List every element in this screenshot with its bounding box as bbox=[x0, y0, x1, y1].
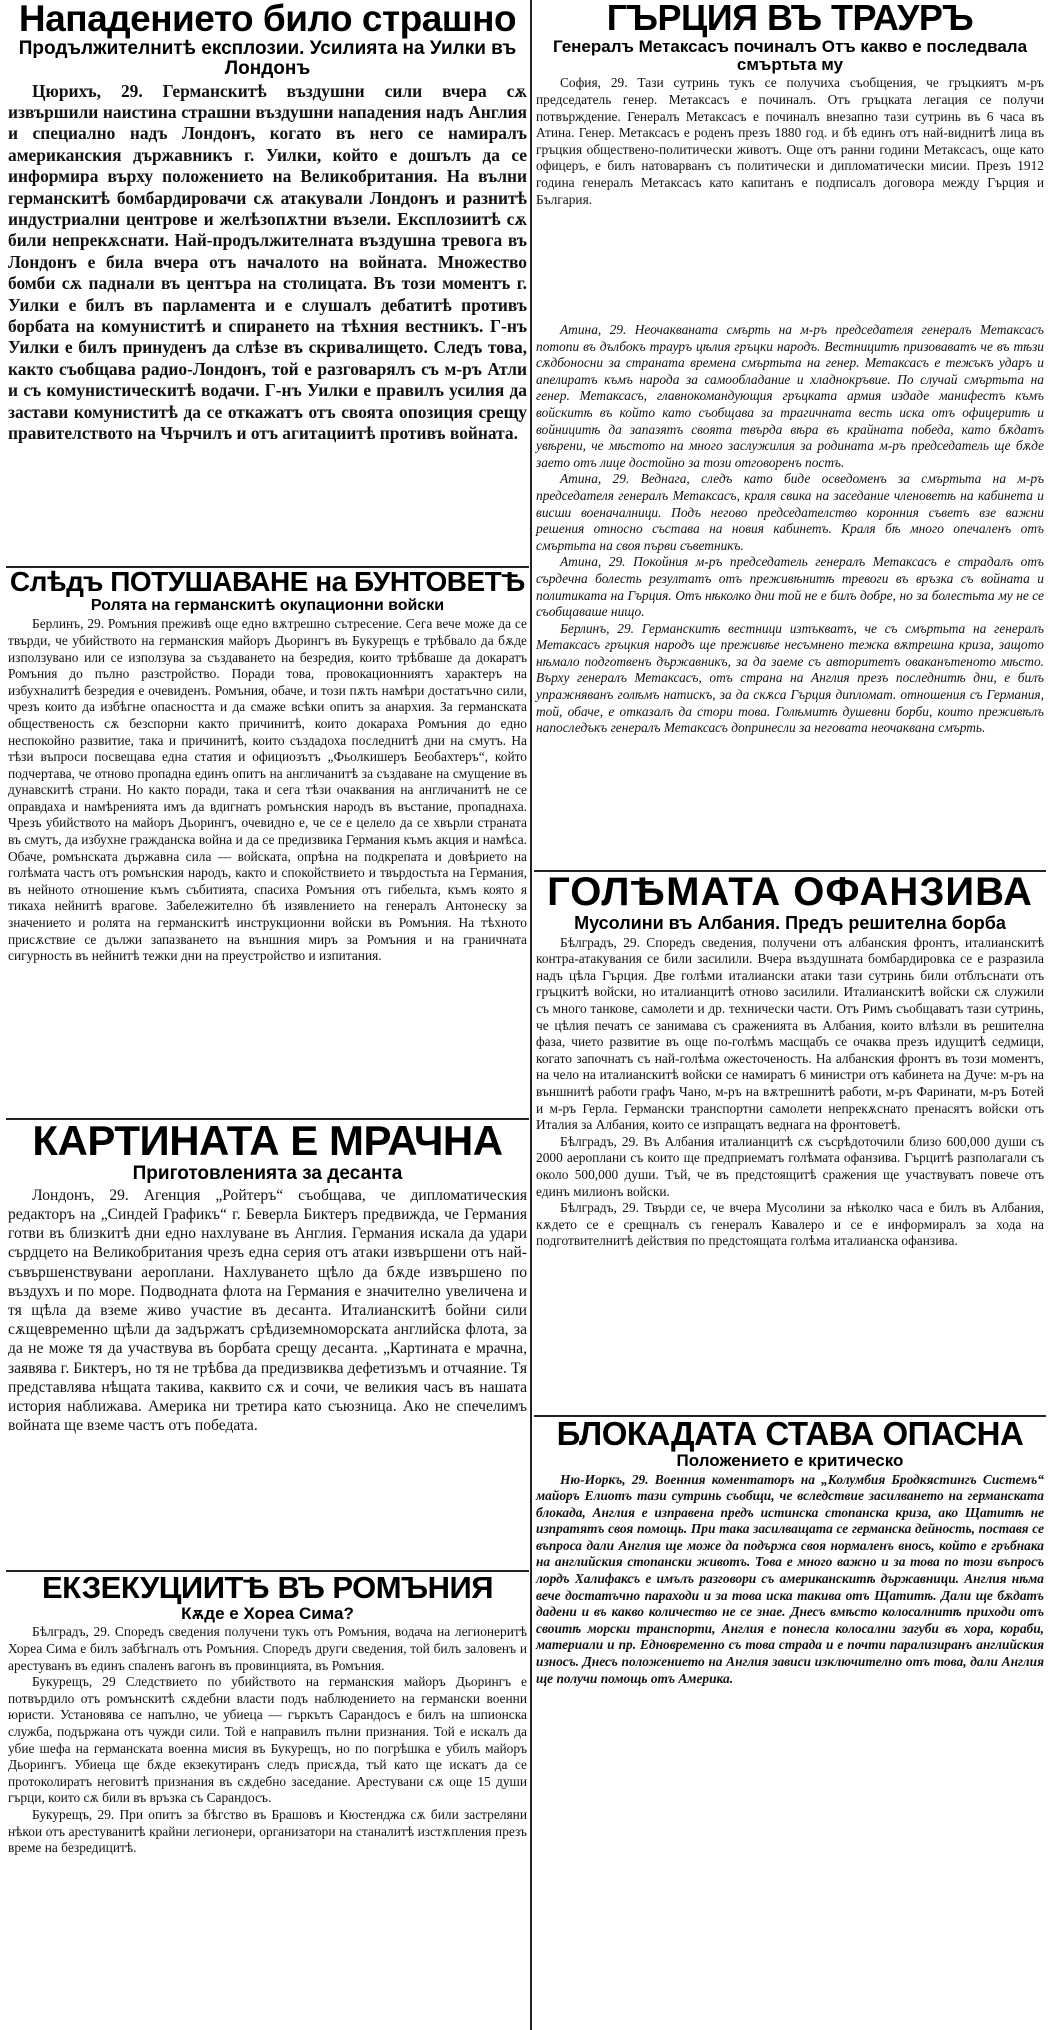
paragraph: София, 29. Тази сутринь тукъ се получиха съобщения, че гръцкиятъ м-ръ председатель генер. Метаксасъ е починалъ. Отъ гръцката легация се получи потвърждение. Генералъ Метаксасъ е починалъ внезапно тази сутринь въ 6 часа въ Атина. Генер. Метаксасъ е роденъ презъ 1880 год. и бѣ единъ отъ най-виднитѣ лица въ гръцкия обществено-политически животъ. Още отъ ранни години Метаксасъ, още като офицеръ, е билъ натоварванъ съ политически и дипломатически мисии. Презъ 1912 година генералъ Метаксасъ като капитанъ е подписалъ договора между Гърция и България. bbox=[536, 75, 1044, 207]
subhead-greece-mourning: Генералъ Метаксасъ починалъ Отъ какво е последвала смъртьта му bbox=[552, 36, 1028, 74]
paragraph: Берлинъ, 29. Германскитѣ вестници изтъкватъ, че съ смъртьта на генералъ Метаксасъ гръцкия народъ ще преживѣе несъмнено тежка вѫтрешна криза, защото нѣмало подготвенъ държавникъ, за да заеме съ авторитетъ оваканътеното мѣсто. Върху генералъ Метаксасъ, отъ страна на Англия презъ последнитѣ дни, е билъ упражняванъ голѣмъ натискъ, за да скѫса Гърция дипломат. отношения съ Германия, той, обаче, е отказалъ да стори това. Голѣмитѣ душевни борби, които преживѣлъ напоследъкъ генералъ Метаксасъ допринесли за неговата неочаквана смърть. bbox=[536, 620, 1044, 736]
article-attack bbox=[6, 0, 529, 568]
article-executions bbox=[6, 1572, 529, 2024]
left-column bbox=[6, 0, 529, 2024]
subhead-attack: Продължителнитѣ експлозии. Усилията на Уилки въ Лондонъ bbox=[18, 37, 517, 79]
headline-blockade: БЛОКАДАТА СТАВА ОПАСНА bbox=[556, 1417, 1024, 1452]
column-rule bbox=[530, 0, 532, 2030]
paragraph: Берлинъ, 29. Ромъния преживѣ още едно вѫтрешно сътресение. Сега вече може да се твърди, че убийството на германския майоръ Дьорингъ въ Букурещъ е трѣбвало да бѫде използувано или се използува за създаването на безредия, които трѣбваше да докаратъ Ромъния до пълно разстройство. Поради това, провокационниятъ характеръ на избухналитѣ безредия е очевиденъ. Ромъния, обаче, и този пѫть намѣри достатъчно сили, чрезъ които да избѣгне опасността и да смаже всѣки опитъ за анархия. За германската общественость сѫ безспорни както причинитѣ, които докараха Ромъния до едно неспокойно развитие, така и причинитѣ, които създадоха последнитѣ дни на смутъ. На тѣзи въпроси посвещава една статия и официозътъ „Фьолкишеръ Беобахтеръ“, който подчертава, че отново пропадна единъ опитъ на англичанитѣ за създаване на смущение въ дунавскитѣ страни. Но както поради, така и сега тѣзи очаквания на англичанитѣ не се оправдаха и намѣренията имъ да вдигнатъ ромънския народъ въ въстание, пропаднаха. Чрезъ убийството на майоръ Дьорингъ, очевидно е, че се е целело да се хвърли страната въ смутъ, да избухне гражданска война и да се предизвика Германия къмъ акция и намѣса. Обаче, ромънската държавна сила — войската, опрѣна на подкрепата и довѣрието на голѣмата частъ отъ ромънския народъ, както и спокойствието и твърдостьта на Германия, въ нейното отношение къмъ събитията, спасиха Ромъния отъ гибельта, къмъ която я тикаха нейнитѣ врагове. Забележително бѣ изявлението на генералъ Антонеску за значението и ролята на германскитѣ инструкционни войски въ Ромъния. На тѣхното присѫствие се дължи запазването на външния миръ за Ромъния и на граничната сигурность въ нейнитѣ тежки дни на преустройство и изпитания. bbox=[8, 616, 527, 964]
paragraph: Бѣлградъ, 29. Споредъ сведения, получени отъ албанския фронтъ, италианскитѣ контра-атакувания се били засилили. Вчера въздушната бомбардировка се е разразила надъ цѣла Гърция. Две голѣми италиански атаки тази сутринь били отблъснати отъ гръцкитѣ войски, но италианцитѣ отново засилили. Италианскитѣ войски сѫ служили съ много танкове, самолети и др. технически части. Отъ Римъ съобщаватъ тази сутринь, че цѣлия печатъ се занимава съ сраженията въ Албания, които влѣзли въ решителна фаза, чието развитие въ още по-голѣмъ масщабъ се очаква презъ идущитѣ седмици, когато започнатъ съ най-голѣма ожесточеность. На албанския фронтъ въ този моментъ, на чело на италианскитѣ войски се намиратъ 6 министри отъ кабинета на Дуче: м-ръ на външнитѣ работи графъ Чано, м-ръ на вѫтрешнитѣ работи, м-ръ Фаринати, м-ръ Ботей и м-ръ Герла. Германски транспортни самолети непрекѫснато пренасятъ войски отъ Италия за Албания, които се изпращатъ веднага на фронтоветѣ. bbox=[536, 934, 1044, 1133]
headline-riots: Слѣдъ ПОТУШАВАНЕ на БУНТОВЕТѢ bbox=[9, 568, 526, 597]
article-offensive bbox=[534, 872, 1046, 1417]
paragraph: Ню-Иоркъ, 29. Военния коментаторъ на „Колумбия Бродкястингъ Системъ“ майоръ Елиотъ тази сутринь съобщи, че вследствие засилването на германската блокада, Англия е изправена предъ истинска стопанска криза, ако Щатитѣ не изпратятъ своя помощь. При така засилващата се германска дейность, поставя се въпроса дали Англия ще може да подържа своя нормаленъ вносъ, който е гръбнака на английския стопански животъ. Това е много важно и за това по този въпросъ лордъ Халифаксъ е имълъ разговори съ американскитѣ държавници. Англия нѣма вече достатъчно параходи и за това иска такива отъ Щатитѣ. Дали ще бѫдатъ дадени и въ какво количество не се знае. Днесъ вмѣсто колосалнитѣ приходи отъ своитѣ морски транспорти, Англия е понесла колосални загуби въ хора, кораби, материали и пр. Едновременно съ това страда и е почти парализиранъ английския износъ. Днесъ положението на Англия зависи изключително отъ това, дали Англия ще получи помощь отъ Америка. bbox=[536, 1471, 1044, 1686]
headline-attack: Нападението било страшно bbox=[18, 0, 517, 39]
right-column bbox=[534, 0, 1046, 2030]
paragraph: Атина, 29. Покойния м-ръ председатель генералъ Метаксасъ е страдалъ отъ сърдечна болесть резултатъ отъ преживѣнитѣ тревоги въ връзка съ войната и политиката на Гърция. Отъ нѣколко дни той не е билъ добре, но за болестьта му не се съобщаваше нищо. bbox=[536, 554, 1044, 620]
headline-offensive: ГОЛѢМАТА ОФАНЗИВА bbox=[547, 872, 1033, 914]
headline-executions: ЕКЗЕКУЦИИТѢ ВЪ РОМЪНИЯ bbox=[41, 1572, 494, 1605]
article-greece-reports bbox=[534, 322, 1046, 872]
paragraph: Букурещъ, 29. При опитъ за бѣгство въ Брашовъ и Кюстенджа сѫ били застреляни нѣкои отъ арестуванитѣ крайни легионери, организатори на станалитѣ изстѫпления презъ време на безредицитѣ. bbox=[8, 1806, 527, 1856]
paragraph: Бѣлградъ, 29. Твърди се, че вчера Мусолини за нѣколко часа е билъ въ Албания, кѫдето се е срещналъ съ генералъ Кавалеро и се е информиралъ за хода на подготвителнитѣ действия по предстоящата голѣма италианска офанзива. bbox=[536, 1200, 1044, 1249]
paragraph: Атина, 29. Веднага, следъ като биде осведоменъ за смъртьта на м-ръ председателя генералъ Метаксасъ, краля свика на заседание членоветѣ на кабинета и висши военачалници. Подъ негово председателство коронния съветъ взе важни решения относно състава на новия кабинетъ. Краля бѣ много опечаленъ отъ смъртьта на своя първи съветникъ. bbox=[536, 471, 1044, 553]
article-picture-grim bbox=[6, 1120, 529, 1572]
headline-picture-grim: КАРТИНАТА Е МРАЧНА bbox=[32, 1120, 503, 1164]
subhead-riots: Ролята на германскитѣ окупационни войски bbox=[90, 596, 445, 614]
paragraph: Букурещъ, 29 Следствието по убийството на германския майоръ Дьорингъ е потвърдило отъ ромънскитѣ сѫдебни власти подъ наблюдението на германски военни юристи. Установява се напълно, че убиеца — гъркътъ Сарандосъ е билъ на шпионска служба, подържана отъ чужди сили. Той е направилъ пълни признания. Той е искалъ да убие шефа на германската военна мисия въ Букурещъ, но по погрѣшка е убилъ майоръ Дьорингъ. Убиеца ще бѫде екзекутиранъ следъ присѫда, тъй като ще искатъ да се протоколиратъ неговитѣ признания въ сѫдебно заседание. Арестувани сѫ още 15 души гърци, които сѫ били въ връзка съ Сарандосъ. bbox=[8, 1674, 527, 1806]
article-greece-mourning bbox=[534, 0, 1046, 322]
subhead-blockade: Положението е критическо bbox=[676, 1450, 904, 1470]
subhead-executions: Кѫде е Хореа Сима? bbox=[181, 1603, 354, 1623]
subhead-picture-grim: Приготовленията за десанта bbox=[132, 1162, 403, 1184]
paragraph: Бѣлградъ, 29. Споредъ сведения получени тукъ отъ Ромъния, водача на легионеритѣ Хореа Сима е билъ забѣгналъ отъ Ромъния. Споредъ други сведения, той билъ заловенъ и арестуванъ въ единъ спаленъ вагонъ въ провинцията, въ Ромъния. bbox=[8, 1624, 527, 1673]
paragraph: Атина, 29. Неочакваната смърть на м-ръ председателя генералъ Метаксасъ потопи въ дълбокъ трауръ цѣлия гръцки народъ. Вестницитѣ призоваватъ че въ тѣзи сѫдбоносни за страната времена смъртьта на генер. Метаксасъ е тежъкъ ударъ и апелиратъ къмъ народа за самообладание и хладнокръвие. По случай смъртьта на генер. Метаксасъ, главнокомандующия гръцката армия издаде манифестъ къмъ войскитѣ въ който като съобщава за трагичната весть иска отъ офицеритѣ и войницитѣ да запазятъ своята твърда вѣра въ крайната победа, като бѫдатъ увѣрени, че мѣстото на много заслужилия за родината м-ръ председатель ще бѫде заето отъ лице достойно за този отговоренъ постъ. bbox=[536, 322, 1044, 470]
paragraph: Бѣлградъ, 29. Въ Албания италианцитѣ сѫ съсрѣдоточили близо 600,000 души съ 2000 аероплани съ които ще предприематъ голѣмата офанзива. Гърцитѣ разполагали съ около 500,000 души. Тъй, че въ предстоящитѣ сражения ще участвуватъ повече отъ единъ милионъ войски. bbox=[536, 1133, 1044, 1199]
subhead-offensive: Мусолини въ Албания. Предъ решителна борба bbox=[574, 912, 1006, 933]
paragraph: Лондонъ, 29. Агенция „Ройтеръ“ съобщава, че дипломатическия редакторъ на „Синдей Графикъ“ г. Беверла Биктеръ предвижда, че Германия готви въ близкитѣ дни едно нахлуване въ Англия. Германия искала да удари сърдцето на Великобритания чрезъ една серия отъ атаки извършени отъ най-съвършенствувани аероплани. Нахлуването щѣло да бѫде извършено по въздухъ и по море. Подводната флота на Германия е значително увеличена и тя щѣла да вземе живо участие въ десанта. Италианскитѣ бойни сили сѫщевременно щѣли да задържатъ срѣдиземноморската английска флота, за да не може тя да участвува въ борбата срещу десанта. „Картината е мрачна, заявява г. Биктеръ, но тя не трѣбва да предизвиква дефетизъмъ и отчаяние. Тя представлява нѣщата такива, каквито сѫ и сочи, че великия часъ въ нашата история наближава. Америка ни третира като съюзница. Ако не спечелимъ войната ще вземе частъ отъ победата. bbox=[8, 1186, 527, 1435]
article-riots bbox=[6, 568, 529, 1120]
headline-greece-mourning: ГЪРЦИЯ ВЪ ТРАУРЪ bbox=[606, 0, 974, 38]
article-blockade bbox=[534, 1417, 1046, 2030]
paragraph: Цюрихъ, 29. Германскитѣ въздушни сили вчера сѫ извършили наистина страшни въздушни нападения надъ Англия и специално надъ Лондонъ, когато въ него се намиралъ американския държавникъ г. Уилки, който е дошълъ да се информира върху положението на Великобритания. На вълни германскитѣ бомбардировачи сѫ атакували Лондонъ и разнитѣ индустриални центрове и желѣзопѫтни възели. Експлозиитѣ сѫ били непрекѫснати. Най-продължителната въздушна тревога въ Лондонъ е била вчера отъ началото на войната. Множество бомби сѫ паднали въ центъра на столицата. Въ този моментъ г. Уилки е билъ въ парламента и е слушалъ дебатитѣ противъ борбата на комуниститѣ и спирането на тѣхния вестникъ. Г-нъ Уилки е билъ принуденъ да слѣзе въ скривалището. Следъ това, както съобщава радио-Лондонъ, той е разговарялъ съ м-ръ Атли и съ комунистическитѣ водачи. Г-нъ Уилки е правилъ усилия да застави комуниститѣ да се откажатъ отъ своята опозиция срещу правителството на Чърчилъ и отъ агитациитѣ противъ войната. bbox=[8, 80, 527, 444]
